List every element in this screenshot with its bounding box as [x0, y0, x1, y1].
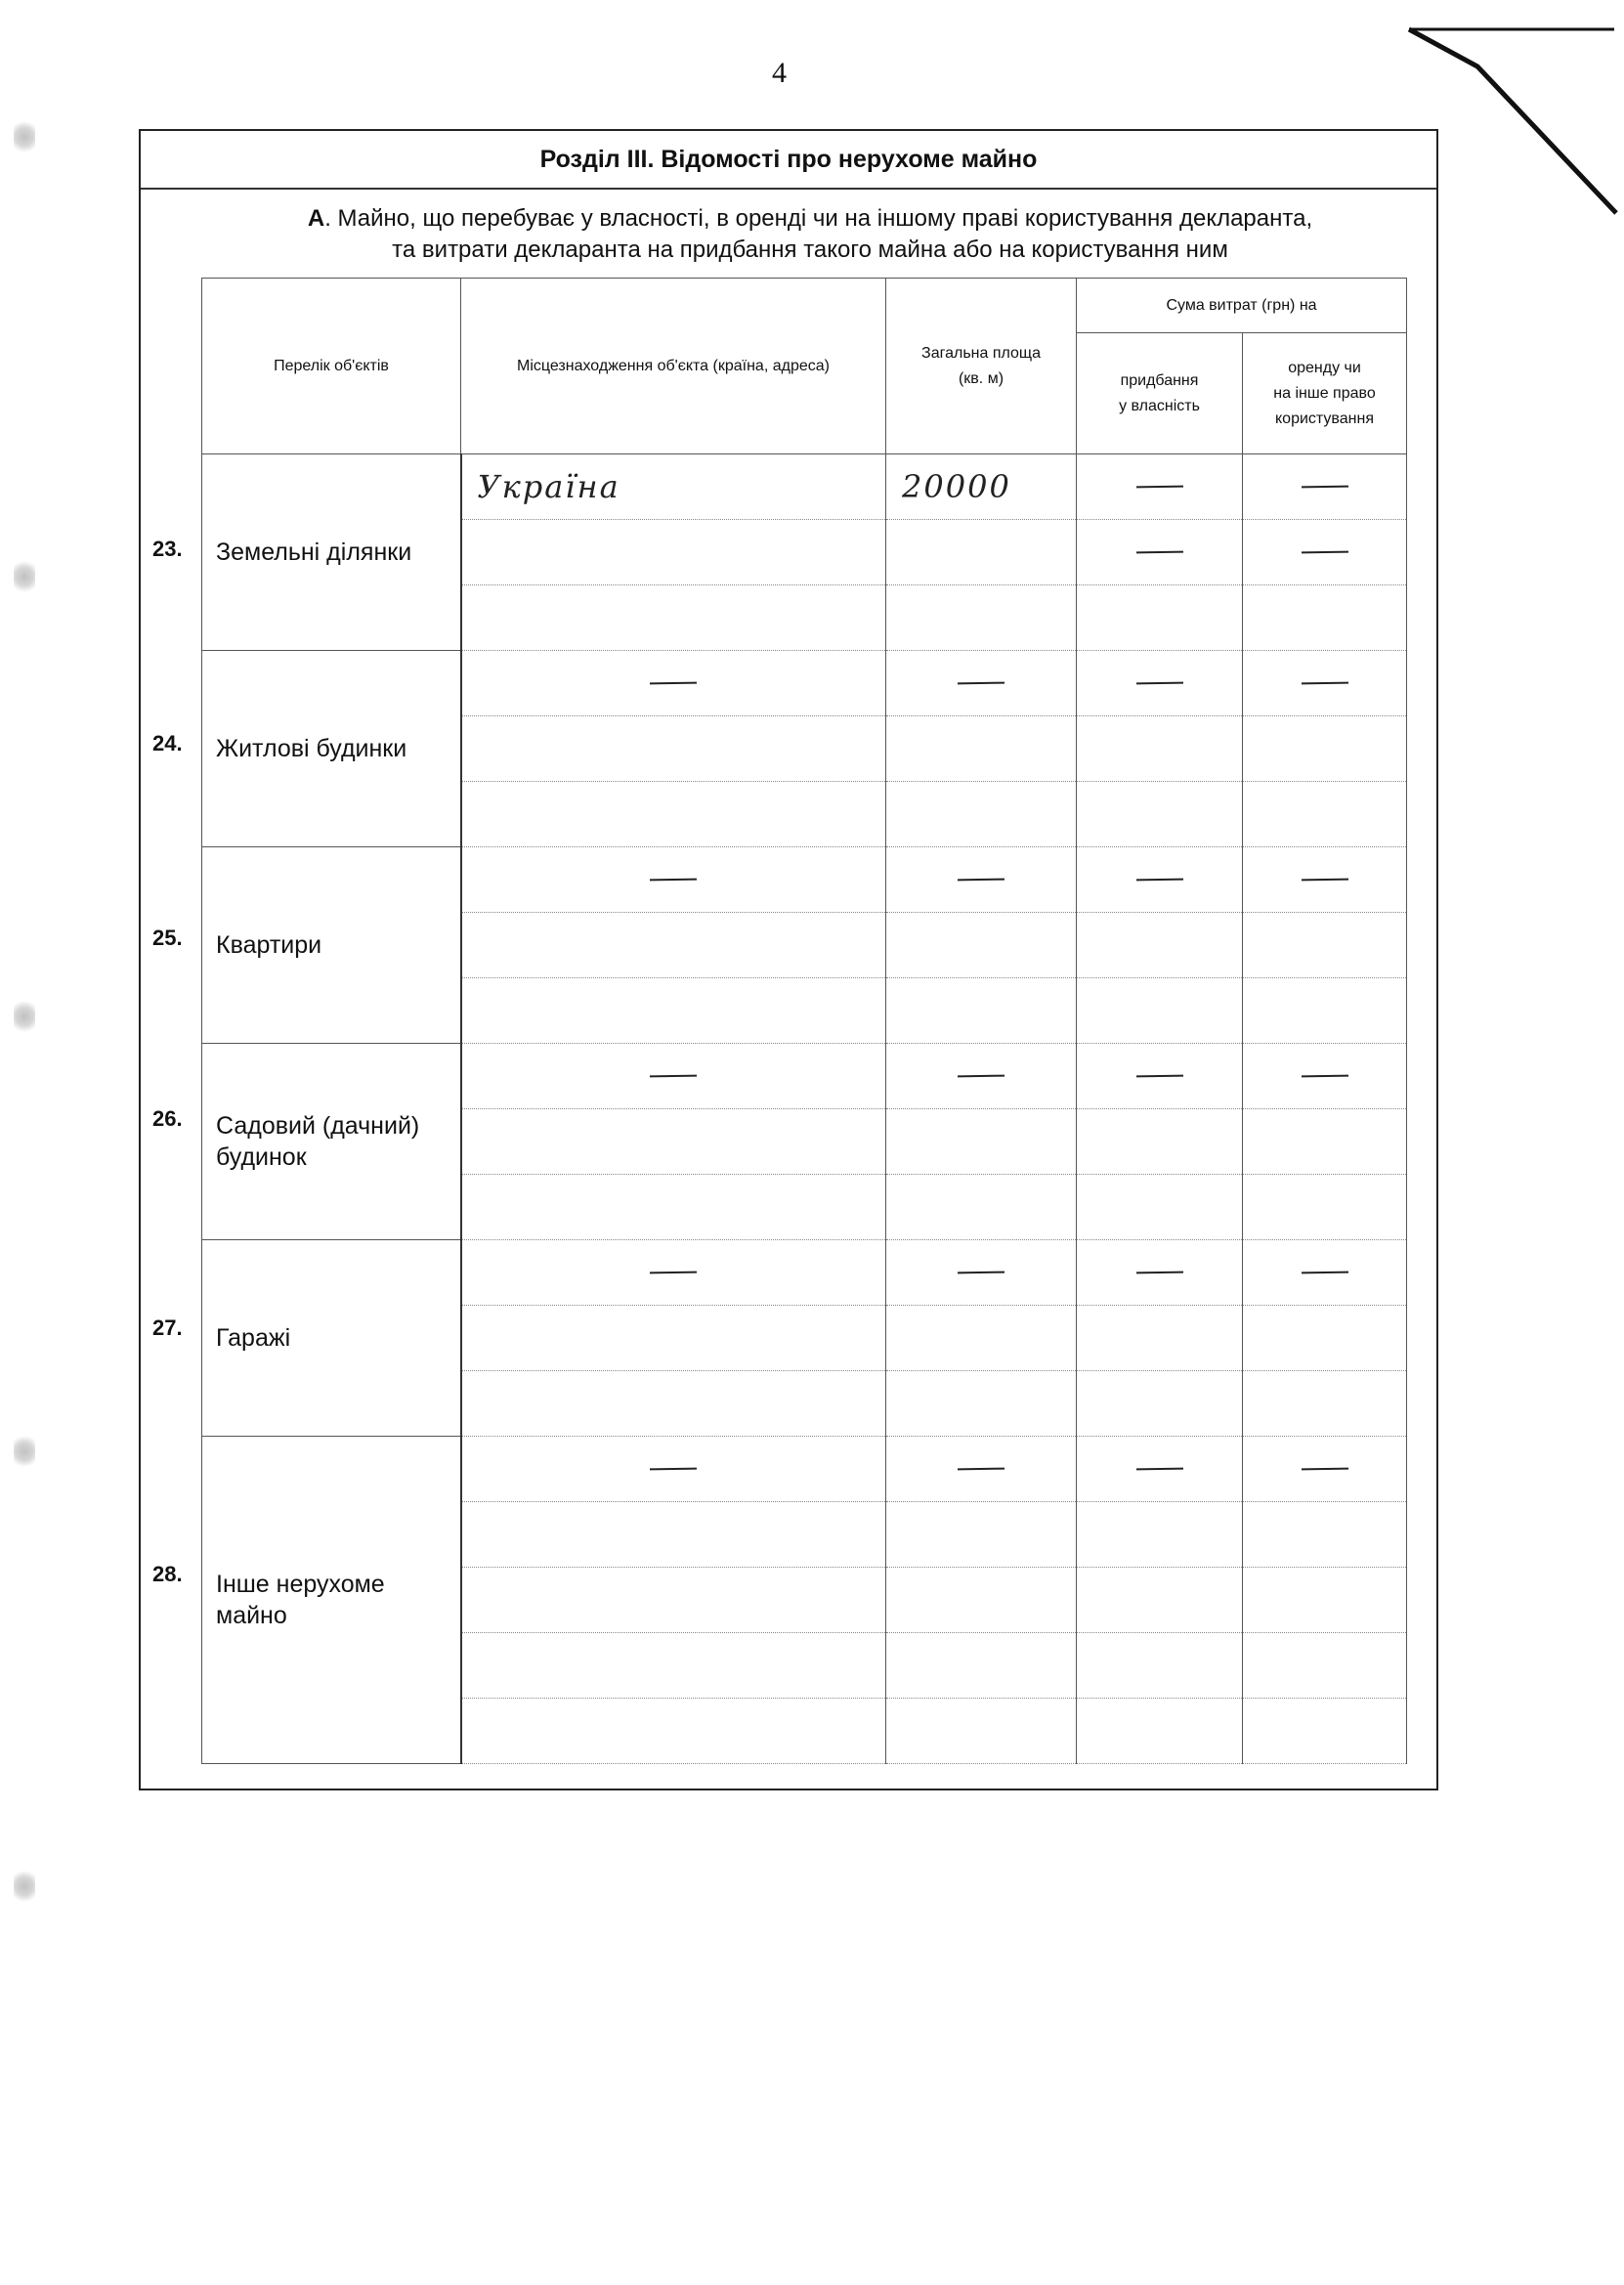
purchase-cell[interactable]: [1077, 847, 1243, 913]
purchase-cell[interactable]: [1077, 1502, 1243, 1568]
intro-letter: А: [307, 205, 325, 232]
row-number-24: 24.: [152, 731, 183, 755]
dash-mark: [958, 879, 1004, 882]
dash-mark: [1301, 682, 1347, 685]
row-number-23: 23.: [152, 537, 183, 561]
location-cell[interactable]: [461, 978, 886, 1044]
purchase-cell[interactable]: [1077, 585, 1243, 651]
purchase-cell[interactable]: [1077, 1109, 1243, 1175]
header-objects: Перелік об'єктів: [202, 279, 461, 454]
dash-mark: [1301, 1468, 1347, 1471]
scan-smudge: [14, 1867, 35, 1906]
location-cell[interactable]: [461, 716, 886, 782]
dash-mark: [1135, 682, 1182, 685]
purchase-cell[interactable]: [1077, 1437, 1243, 1502]
purchase-cell[interactable]: [1077, 913, 1243, 978]
purchase-cell[interactable]: [1077, 782, 1243, 847]
rent-cell[interactable]: [1243, 585, 1407, 651]
area-cell[interactable]: [886, 1633, 1077, 1699]
header-expenses: Сума витрат (грн) на: [1077, 279, 1407, 333]
dash-mark: [1135, 1468, 1182, 1471]
rent-cell[interactable]: [1243, 1175, 1407, 1240]
purchase-cell[interactable]: [1077, 1306, 1243, 1371]
rent-cell[interactable]: [1243, 1306, 1407, 1371]
dash-mark: [958, 1272, 1004, 1274]
location-cell[interactable]: [461, 1175, 886, 1240]
area-cell[interactable]: [886, 782, 1077, 847]
row-number-27: 27.: [152, 1315, 183, 1340]
header-area: Загальна площа (кв. м): [886, 279, 1077, 454]
rent-cell[interactable]: [1243, 1568, 1407, 1633]
rent-cell[interactable]: [1243, 1699, 1407, 1764]
purchase-cell[interactable]: [1077, 1699, 1243, 1764]
dash-mark: [650, 682, 697, 685]
category-houses: Житлові будинки: [202, 651, 461, 847]
location-cell[interactable]: [461, 1306, 886, 1371]
dash-mark: [1135, 486, 1182, 489]
dash-mark: [1135, 551, 1182, 554]
location-cell[interactable]: [461, 1109, 886, 1175]
purchase-cell[interactable]: [1077, 454, 1243, 520]
area-cell[interactable]: [886, 1699, 1077, 1764]
area-cell[interactable]: [886, 1044, 1077, 1109]
rent-cell[interactable]: [1243, 782, 1407, 847]
rent-cell[interactable]: [1243, 1437, 1407, 1502]
area-cell[interactable]: [886, 1109, 1077, 1175]
area-cell[interactable]: [886, 1371, 1077, 1437]
dash-mark: [1301, 1272, 1347, 1274]
handwritten-location: Україна: [477, 468, 620, 505]
location-cell[interactable]: [461, 847, 886, 913]
dash-mark: [650, 1272, 697, 1274]
rent-cell[interactable]: [1243, 1502, 1407, 1568]
scan-smudge: [14, 1432, 35, 1471]
header-rent: оренду чи на інше право користування: [1243, 333, 1407, 454]
location-cell[interactable]: [461, 1633, 886, 1699]
purchase-cell[interactable]: [1077, 520, 1243, 585]
purchase-cell[interactable]: [1077, 1371, 1243, 1437]
purchase-cell[interactable]: [1077, 1044, 1243, 1109]
dash-mark: [1301, 879, 1347, 882]
section-frame: [139, 129, 1438, 1790]
area-cell[interactable]: [886, 847, 1077, 913]
area-cell[interactable]: [886, 1240, 1077, 1306]
category-land: Земельні ділянки: [202, 454, 461, 651]
rent-cell[interactable]: [1243, 651, 1407, 716]
dash-mark: [1301, 551, 1347, 554]
rent-cell[interactable]: [1243, 1044, 1407, 1109]
intro-text: [219, 203, 1401, 266]
area-cell[interactable]: [886, 1502, 1077, 1568]
location-cell[interactable]: [461, 651, 886, 716]
location-cell[interactable]: [461, 1044, 886, 1109]
rent-cell[interactable]: [1243, 1109, 1407, 1175]
rent-cell[interactable]: [1243, 1371, 1407, 1437]
dash-mark: [958, 682, 1004, 685]
area-cell[interactable]: [886, 454, 1077, 520]
row-number-26: 26.: [152, 1106, 183, 1131]
purchase-cell[interactable]: [1077, 1568, 1243, 1633]
rent-cell[interactable]: [1243, 454, 1407, 520]
rent-cell[interactable]: [1243, 1633, 1407, 1699]
rent-cell[interactable]: [1243, 520, 1407, 585]
location-cell[interactable]: [461, 913, 886, 978]
rent-cell[interactable]: [1243, 913, 1407, 978]
dash-mark: [650, 1075, 697, 1078]
area-cell[interactable]: [886, 913, 1077, 978]
purchase-cell[interactable]: [1077, 978, 1243, 1044]
dash-mark: [1135, 1075, 1182, 1078]
category-other-real-estate: Інше нерухоме майно: [202, 1437, 461, 1764]
dash-mark: [1135, 1272, 1182, 1274]
row-number-25: 25.: [152, 926, 183, 950]
real-estate-table: [201, 278, 1407, 1764]
purchase-cell[interactable]: [1077, 1633, 1243, 1699]
rent-cell[interactable]: [1243, 847, 1407, 913]
dash-mark: [958, 1075, 1004, 1078]
scan-smudge: [14, 117, 35, 156]
area-cell[interactable]: [886, 520, 1077, 585]
dash-mark: [1301, 1075, 1347, 1078]
area-cell[interactable]: [886, 651, 1077, 716]
rent-cell[interactable]: [1243, 1240, 1407, 1306]
location-cell[interactable]: [461, 1568, 886, 1633]
category-garages: Гаражі: [202, 1240, 461, 1437]
area-cell[interactable]: [886, 1306, 1077, 1371]
page-number: 4: [772, 57, 787, 89]
row-number-28: 28.: [152, 1562, 183, 1586]
location-cell[interactable]: [461, 585, 886, 651]
category-apartments: Квартири: [202, 847, 461, 1044]
location-cell[interactable]: [461, 1437, 886, 1502]
location-cell[interactable]: [461, 1371, 886, 1437]
location-cell[interactable]: [461, 1502, 886, 1568]
dash-mark: [958, 1468, 1004, 1471]
area-cell[interactable]: [886, 716, 1077, 782]
header-location: Місцезнаходження об'єкта (країна, адреса): [461, 279, 886, 454]
purchase-cell[interactable]: [1077, 716, 1243, 782]
scan-smudge: [14, 557, 35, 596]
rent-cell[interactable]: [1243, 978, 1407, 1044]
location-cell[interactable]: [461, 454, 886, 520]
dash-mark: [1301, 486, 1347, 489]
area-cell[interactable]: [886, 978, 1077, 1044]
dash-mark: [650, 879, 697, 882]
location-cell[interactable]: [461, 782, 886, 847]
dash-mark: [650, 1468, 697, 1471]
purchase-cell[interactable]: [1077, 1240, 1243, 1306]
area-cell[interactable]: [886, 585, 1077, 651]
location-cell[interactable]: [461, 520, 886, 585]
category-garden-house: Садовий (дачний) будинок: [202, 1044, 461, 1240]
rent-cell[interactable]: [1243, 716, 1407, 782]
section-title: Розділ ІІІ. Відомості про нерухоме майно: [141, 131, 1436, 190]
header-purchase: придбання у власність: [1077, 333, 1243, 454]
location-cell[interactable]: [461, 1699, 886, 1764]
purchase-cell[interactable]: [1077, 1175, 1243, 1240]
scan-smudge: [14, 997, 35, 1036]
area-cell[interactable]: [886, 1568, 1077, 1633]
area-cell[interactable]: [886, 1437, 1077, 1502]
dash-mark: [1135, 879, 1182, 882]
area-cell[interactable]: [886, 1175, 1077, 1240]
handwritten-area: 20000: [902, 468, 1011, 505]
intro-line-2: та витрати декларанта на придбання такого майна або на користування ним: [392, 237, 1228, 263]
location-cell[interactable]: [461, 1240, 886, 1306]
intro-line-1: . Майно, що перебуває у власності, в оренді чи на іншому праві користування декларанта,: [324, 205, 1313, 232]
purchase-cell[interactable]: [1077, 651, 1243, 716]
